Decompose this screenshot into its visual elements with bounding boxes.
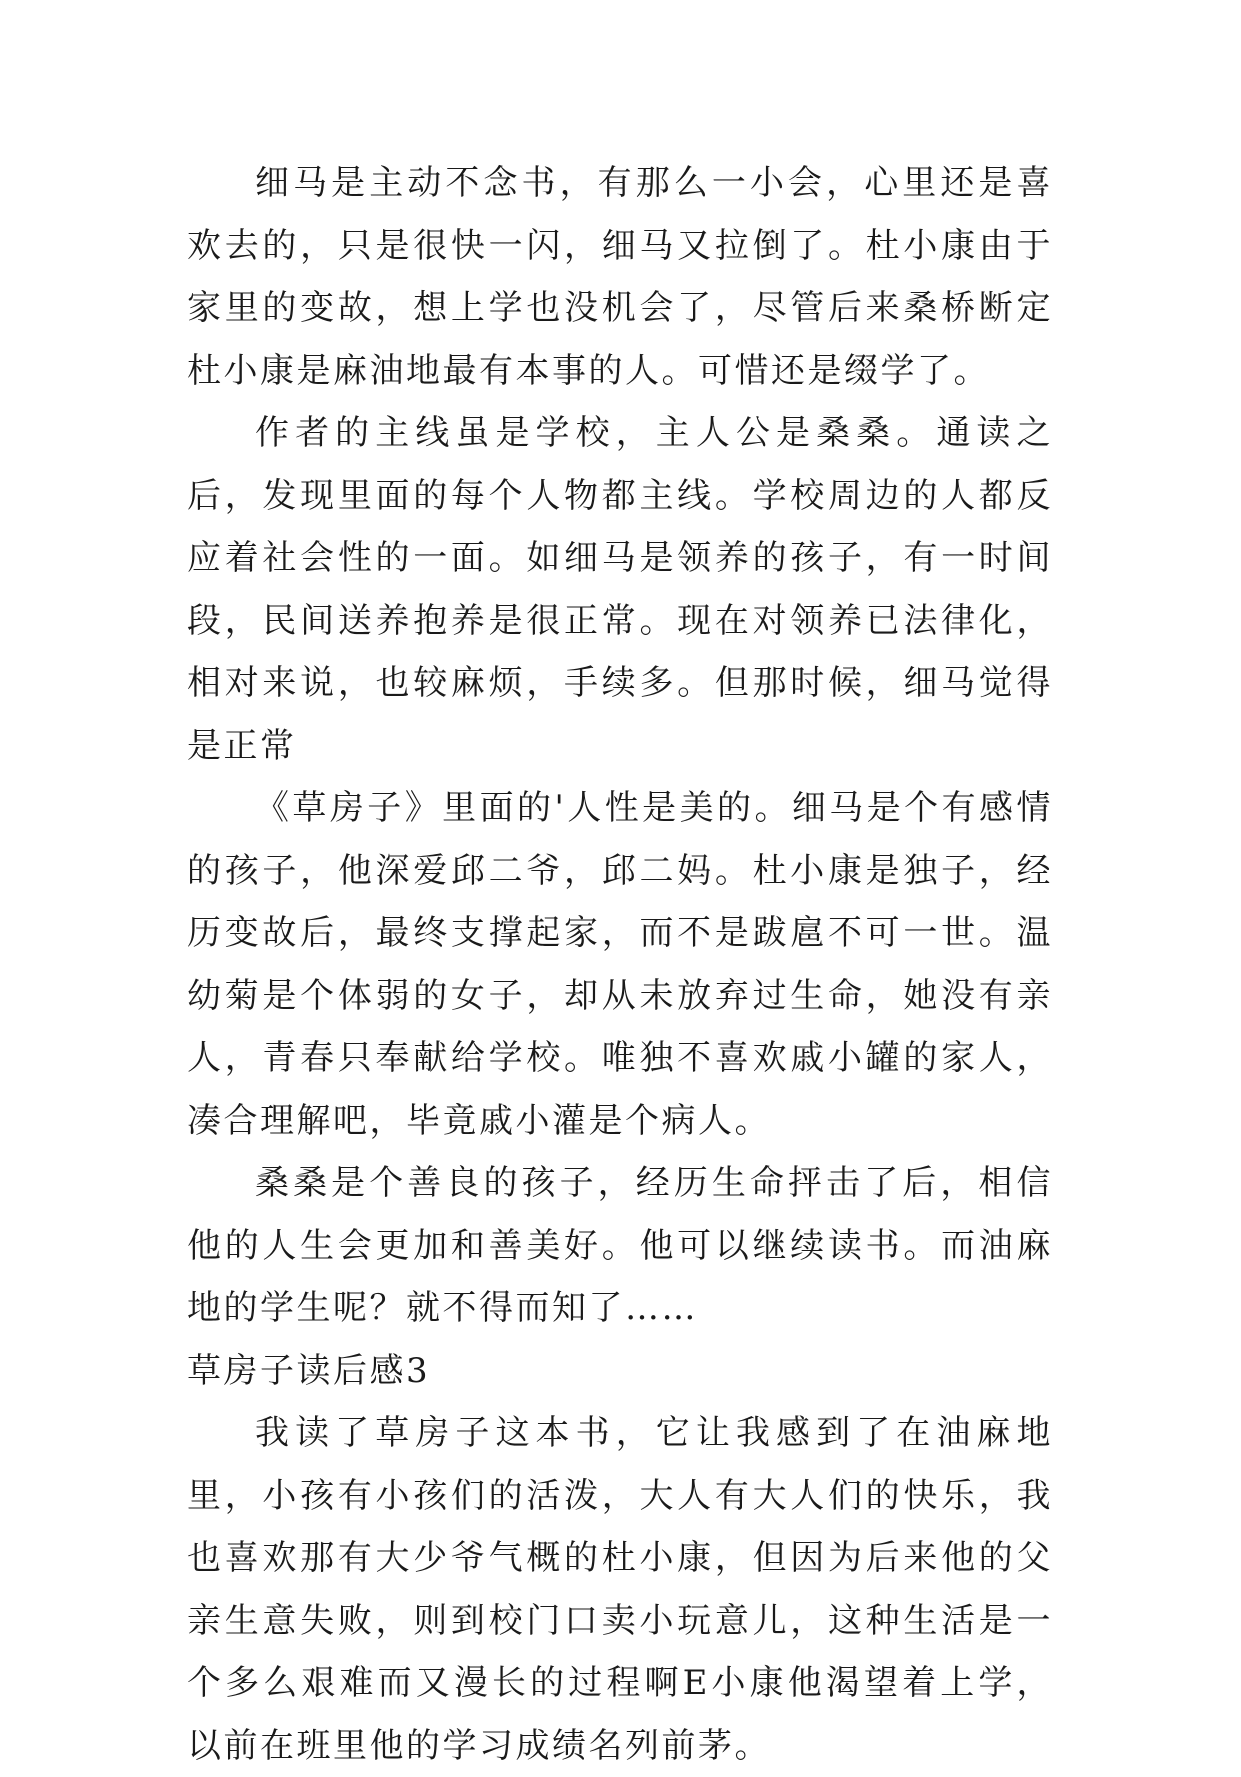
document-body: [187, 152, 1053, 1777]
paragraph: 我读了草房子这本书，它让我感到了在油麻地里，小孩有小孩们的活泼，大人有大人们的快乐，我也喜欢那有大少爷气概的杜小康，但因为后来他的父亲生意失败，则到校门口卖小玩意儿，这种生活是一个多么艰难而又漫长的过程啊E小康他渴望着上学，以前在班里他的学习成绩名列前茅。: [187, 1413, 1053, 1766]
section-heading: 草房子读后感3: [187, 1350, 431, 1391]
paragraph: 细马是主动不念书，有那么一小会，心里还是喜欢去的，只是很快一闪，细马又拉倒了。杜小康由于家里的变故，想上学也没机会了，尽管后来桑桥断定杜小康是麻油地最有本事的人。可惜还是缀学了。: [187, 163, 1053, 391]
paragraph: 作者的主线虽是学校，主人公是桑桑。通读之后，发现里面的每个人物都主线。学校周边的人都反应着社会性的一面。如细马是领养的孩子，有一时间段，民间送养抱养是很正常。现在对领养已法律化，相对来说，也较麻烦，手续多。但那时候，细马觉得是正常: [187, 413, 1053, 766]
paragraph: 《草房子》里面的'人性是美的。细马是个有感情的孩子，他深爱邱二爷，邱二妈。杜小康是独子，经历变故后，最终支撑起家，而不是跋扈不可一世。温幼菊是个体弱的女子，却从未放弃过生命，她没有亲人，青春只奉献给学校。唯独不喜欢戚小罐的家人，凑合理解吧，毕竟戚小灌是个病人。: [187, 788, 1053, 1141]
paragraph: 桑桑是个善良的孩子，经历生命抨击了后，相信他的人生会更加和善美好。他可以继续读书。而油麻地的学生呢？就不得而知了……: [187, 1163, 1053, 1328]
